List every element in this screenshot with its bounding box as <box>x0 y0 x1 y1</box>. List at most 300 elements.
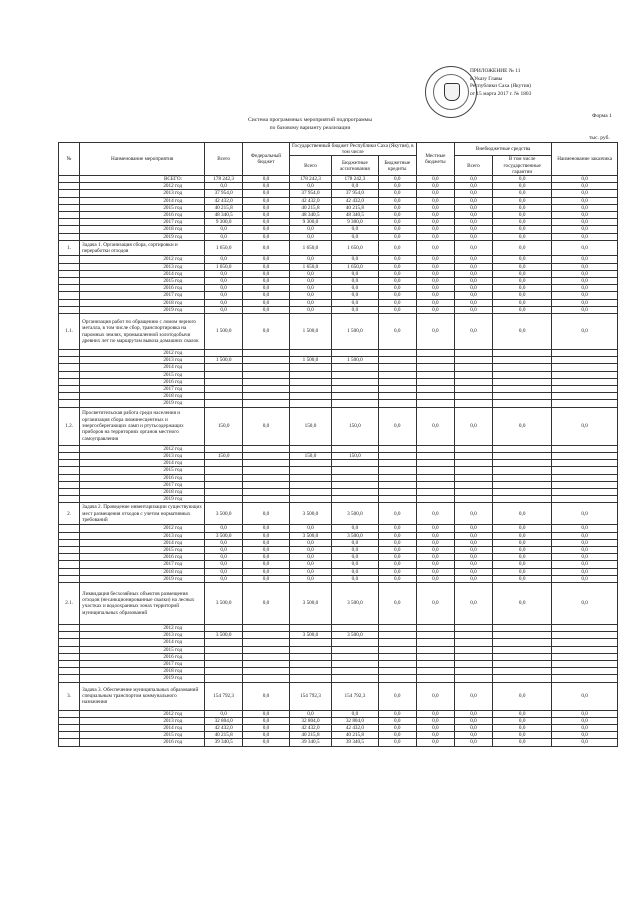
num-cell <box>59 226 80 233</box>
value-cell <box>454 668 492 675</box>
value-cell: 0,0 <box>289 270 331 277</box>
year-label: 2016 год <box>80 378 205 385</box>
value-cell: 0,0 <box>416 568 454 575</box>
value-cell <box>416 646 454 653</box>
value-cell: 0,0 <box>332 233 379 240</box>
table-body <box>59 176 618 747</box>
year-row <box>59 270 618 277</box>
num-cell <box>59 299 80 306</box>
value-cell <box>416 350 454 357</box>
value-cell <box>243 668 290 675</box>
value-cell <box>378 467 416 474</box>
header-extra-group: Внебюджетные средства <box>454 143 551 156</box>
value-cell <box>378 488 416 495</box>
value-cell <box>493 632 552 639</box>
value-cell: 0,0 <box>243 285 290 292</box>
value-cell: 0,0 <box>493 263 552 270</box>
value-cell <box>493 378 552 385</box>
year-label: ВСЕГО: <box>80 176 205 183</box>
value-cell: 40 215,8 <box>289 732 331 739</box>
value-cell: 0,0 <box>243 226 290 233</box>
year-label: 2019 год <box>80 675 205 682</box>
value-cell: 39 340,5 <box>289 739 331 746</box>
year-row <box>59 378 618 385</box>
value-cell <box>416 481 454 488</box>
emblem-icon <box>444 83 460 101</box>
value-cell <box>332 386 379 393</box>
value-cell <box>378 660 416 667</box>
value-cell: 0,0 <box>332 285 379 292</box>
value-cell: 0,0 <box>416 582 454 624</box>
value-cell <box>205 488 243 495</box>
value-cell <box>416 393 454 400</box>
value-cell: 42 432,0 <box>332 724 379 731</box>
value-cell <box>552 639 618 646</box>
year-label: 2012 год <box>80 624 205 631</box>
num-cell <box>59 467 80 474</box>
value-cell <box>332 371 379 378</box>
value-cell <box>243 496 290 503</box>
year-row <box>59 371 618 378</box>
year-label: 2014 год <box>80 724 205 731</box>
year-row <box>59 393 618 400</box>
value-cell: 0,0 <box>416 176 454 183</box>
num-cell <box>59 278 80 285</box>
value-cell: 0,0 <box>243 568 290 575</box>
value-cell: 0,0 <box>289 525 331 532</box>
value-cell <box>454 350 492 357</box>
value-cell <box>205 400 243 407</box>
value-cell <box>205 668 243 675</box>
title-line-1: Система программных мероприятий подпрограммы <box>248 117 372 123</box>
year-row <box>59 386 618 393</box>
task-number: 3. <box>59 682 80 710</box>
year-label: 2014 год <box>80 460 205 467</box>
year-label: 2018 год <box>80 488 205 495</box>
value-cell <box>289 646 331 653</box>
value-cell: 0,0 <box>552 190 618 197</box>
value-cell: 0,0 <box>289 575 331 582</box>
value-cell <box>454 481 492 488</box>
year-row <box>59 724 618 731</box>
value-cell: 0,0 <box>493 546 552 553</box>
value-cell: 0,0 <box>552 739 618 746</box>
value-cell: 9 300,0 <box>332 219 379 226</box>
num-cell <box>59 256 80 263</box>
value-cell <box>378 350 416 357</box>
year-label: 2019 год <box>80 306 205 313</box>
year-label: 2019 год <box>80 575 205 582</box>
value-cell: 0,0 <box>552 717 618 724</box>
value-cell <box>205 393 243 400</box>
year-row <box>59 568 618 575</box>
value-cell: 0,0 <box>493 176 552 183</box>
value-cell <box>332 364 379 371</box>
stamp-line: к Указу Главы <box>470 75 503 82</box>
value-cell <box>416 675 454 682</box>
value-cell: 0,0 <box>378 270 416 277</box>
value-cell <box>289 474 331 481</box>
value-cell: 0,0 <box>416 546 454 553</box>
value-cell: 0,0 <box>552 263 618 270</box>
value-cell <box>289 675 331 682</box>
year-row <box>59 539 618 546</box>
value-cell: 32 804,0 <box>289 717 331 724</box>
header-extra-total: Всего <box>454 156 492 176</box>
year-label: 2015 год <box>80 467 205 474</box>
value-cell: 0,0 <box>378 407 416 445</box>
year-label: 2015 год <box>80 646 205 653</box>
value-cell: 0,0 <box>289 226 331 233</box>
value-cell: 0,0 <box>289 285 331 292</box>
header-state-credit: Бюджетные кредиты <box>378 156 416 176</box>
year-row <box>59 299 618 306</box>
value-cell: 9 300,0 <box>289 219 331 226</box>
value-cell: 0,0 <box>552 233 618 240</box>
value-cell: 0,0 <box>493 717 552 724</box>
value-cell: 0,0 <box>289 278 331 285</box>
value-cell: 0,0 <box>416 263 454 270</box>
value-cell <box>454 364 492 371</box>
value-cell <box>378 474 416 481</box>
num-cell <box>59 204 80 211</box>
value-cell: 0,0 <box>416 285 454 292</box>
num-cell <box>59 212 80 219</box>
year-label: 2017 год <box>80 561 205 568</box>
value-cell <box>243 624 290 631</box>
value-cell <box>378 481 416 488</box>
value-cell <box>205 445 243 452</box>
value-cell: 1 650,0 <box>289 263 331 270</box>
value-cell: 0,0 <box>378 739 416 746</box>
value-cell: 37 954,0 <box>289 190 331 197</box>
task-description: Ликвидация бесхозяйных объектов размещения отходов (несанкционированные свалки) на лесных участках и водоохранных зонах территорий муниципальных образований <box>80 582 205 624</box>
value-cell: 0,0 <box>454 226 492 233</box>
value-cell <box>243 653 290 660</box>
year-row <box>59 474 618 481</box>
value-cell <box>552 445 618 452</box>
num-cell <box>59 568 80 575</box>
value-cell: 154 792,3 <box>205 682 243 710</box>
value-cell: 0,0 <box>493 226 552 233</box>
value-cell: 150,0 <box>289 407 331 445</box>
value-cell <box>332 488 379 495</box>
value-cell <box>243 646 290 653</box>
value-cell <box>552 660 618 667</box>
value-cell: 0,0 <box>552 554 618 561</box>
value-cell: 0,0 <box>454 554 492 561</box>
value-cell: 0,0 <box>205 256 243 263</box>
num-cell <box>59 554 80 561</box>
value-cell: 0,0 <box>552 575 618 582</box>
value-cell: 0,0 <box>416 278 454 285</box>
value-cell <box>454 371 492 378</box>
value-cell: 42 432,0 <box>289 197 331 204</box>
num-cell <box>59 452 80 459</box>
value-cell <box>243 481 290 488</box>
year-label: 2016 год <box>80 554 205 561</box>
value-cell: 0,0 <box>332 539 379 546</box>
value-cell: 0,0 <box>416 561 454 568</box>
value-cell: 0,0 <box>332 226 379 233</box>
value-cell: 0,0 <box>243 176 290 183</box>
value-cell: 0,0 <box>454 682 492 710</box>
value-cell: 0,0 <box>493 682 552 710</box>
value-cell <box>332 675 379 682</box>
value-cell: 0,0 <box>454 568 492 575</box>
value-cell <box>243 660 290 667</box>
value-cell <box>289 653 331 660</box>
header-local: Местные бюджеты <box>416 143 454 176</box>
task-row <box>59 240 618 256</box>
value-cell <box>332 467 379 474</box>
value-cell: 150,0 <box>205 452 243 459</box>
value-cell: 0,0 <box>332 299 379 306</box>
value-cell: 0,0 <box>243 682 290 710</box>
num-cell <box>59 481 80 488</box>
value-cell: 0,0 <box>493 503 552 525</box>
year-label: 2019 год <box>80 233 205 240</box>
num-cell <box>59 532 80 539</box>
num-cell <box>59 575 80 582</box>
value-cell: 0,0 <box>243 219 290 226</box>
year-label: 2013 год <box>80 717 205 724</box>
year-label: 2012 год <box>80 525 205 532</box>
value-cell: 0,0 <box>416 306 454 313</box>
num-cell <box>59 263 80 270</box>
value-cell <box>416 474 454 481</box>
value-cell <box>454 653 492 660</box>
num-cell <box>59 546 80 553</box>
value-cell <box>243 357 290 364</box>
value-cell <box>493 393 552 400</box>
value-cell: 1 500,0 <box>205 314 243 350</box>
value-cell: 0,0 <box>289 299 331 306</box>
value-cell: 178 242,3 <box>332 176 379 183</box>
task-description: Задача 2. Проведение инвентаризации существующих мест размещения отходов с учетом нормативных требований <box>80 503 205 525</box>
year-label: 2019 год <box>80 400 205 407</box>
value-cell: 0,0 <box>552 226 618 233</box>
value-cell <box>378 639 416 646</box>
value-cell: 0,0 <box>416 575 454 582</box>
value-cell: 0,0 <box>454 263 492 270</box>
value-cell <box>205 467 243 474</box>
value-cell: 0,0 <box>493 233 552 240</box>
task-number: 1. <box>59 240 80 256</box>
value-cell <box>454 646 492 653</box>
value-cell <box>416 452 454 459</box>
value-cell <box>243 488 290 495</box>
value-cell <box>416 371 454 378</box>
value-cell: 0,0 <box>243 724 290 731</box>
value-cell <box>493 660 552 667</box>
value-cell: 39 340,5 <box>332 739 379 746</box>
value-cell: 0,0 <box>378 575 416 582</box>
value-cell <box>378 371 416 378</box>
value-cell: 0,0 <box>205 710 243 717</box>
value-cell: 0,0 <box>493 212 552 219</box>
year-label: 2012 год <box>80 710 205 717</box>
year-label: 2016 год <box>80 285 205 292</box>
value-cell: 150,0 <box>289 452 331 459</box>
value-cell: 39 340,5 <box>205 739 243 746</box>
value-cell: 1 500,0 <box>205 357 243 364</box>
num-cell <box>59 539 80 546</box>
value-cell: 0,0 <box>552 285 618 292</box>
year-row <box>59 525 618 532</box>
value-cell: 0,0 <box>493 256 552 263</box>
num-cell <box>59 357 80 364</box>
value-cell: 0,0 <box>416 732 454 739</box>
task-number: 1.2. <box>59 407 80 445</box>
value-cell: 0,0 <box>552 539 618 546</box>
value-cell: 0,0 <box>493 285 552 292</box>
header-state-group: Государственный бюджет Республики Саха (Якутия), в том числе <box>289 143 416 156</box>
value-cell <box>289 660 331 667</box>
value-cell: 0,0 <box>243 732 290 739</box>
value-cell <box>552 364 618 371</box>
value-cell: 0,0 <box>416 270 454 277</box>
value-cell <box>454 378 492 385</box>
value-cell: 0,0 <box>416 554 454 561</box>
value-cell <box>454 496 492 503</box>
year-row <box>59 445 618 452</box>
value-cell: 0,0 <box>243 710 290 717</box>
value-cell: 0,0 <box>332 525 379 532</box>
value-cell: 0,0 <box>378 561 416 568</box>
value-cell: 0,0 <box>332 575 379 582</box>
num-cell <box>59 488 80 495</box>
stamp-line: ПРИЛОЖЕНИЕ № 11 <box>470 68 521 74</box>
num-cell <box>59 190 80 197</box>
value-cell <box>332 646 379 653</box>
value-cell: 0,0 <box>332 568 379 575</box>
year-row <box>59 176 618 183</box>
year-row <box>59 467 618 474</box>
value-cell <box>205 653 243 660</box>
value-cell <box>493 460 552 467</box>
value-cell: 0,0 <box>332 554 379 561</box>
num-cell <box>59 525 80 532</box>
header-name: Наименование мероприятия <box>80 143 205 176</box>
value-cell <box>493 496 552 503</box>
value-cell <box>378 357 416 364</box>
value-cell: 0,0 <box>378 314 416 350</box>
value-cell: 1 650,0 <box>332 240 379 256</box>
value-cell <box>243 675 290 682</box>
value-cell: 0,0 <box>454 278 492 285</box>
value-cell: 40 215,8 <box>332 732 379 739</box>
value-cell: 150,0 <box>332 407 379 445</box>
value-cell <box>243 639 290 646</box>
value-cell <box>378 393 416 400</box>
num-cell <box>59 710 80 717</box>
value-cell: 0,0 <box>416 724 454 731</box>
value-cell: 0,0 <box>454 717 492 724</box>
value-cell: 0,0 <box>378 197 416 204</box>
value-cell <box>205 378 243 385</box>
value-cell: 0,0 <box>552 582 618 624</box>
num-cell <box>59 460 80 467</box>
num-cell <box>59 646 80 653</box>
value-cell <box>454 452 492 459</box>
value-cell: 0,0 <box>378 285 416 292</box>
num-cell <box>59 400 80 407</box>
value-cell: 0,0 <box>416 197 454 204</box>
value-cell <box>289 393 331 400</box>
value-cell: 0,0 <box>416 682 454 710</box>
task-number: 2. <box>59 503 80 525</box>
value-cell: 0,0 <box>493 407 552 445</box>
num-cell <box>59 183 80 190</box>
value-cell <box>454 460 492 467</box>
value-cell: 40 215,8 <box>289 204 331 211</box>
value-cell: 0,0 <box>493 190 552 197</box>
value-cell <box>454 660 492 667</box>
year-label: 2016 год <box>80 653 205 660</box>
value-cell: 0,0 <box>378 240 416 256</box>
value-cell: 0,0 <box>552 197 618 204</box>
year-label: 2012 год <box>80 350 205 357</box>
value-cell: 0,0 <box>416 717 454 724</box>
year-row <box>59 532 618 539</box>
value-cell: 0,0 <box>454 219 492 226</box>
value-cell <box>378 378 416 385</box>
value-cell: 0,0 <box>454 532 492 539</box>
value-cell: 0,0 <box>205 183 243 190</box>
value-cell: 0,0 <box>416 525 454 532</box>
value-cell: 0,0 <box>454 190 492 197</box>
value-cell: 0,0 <box>243 306 290 313</box>
value-cell <box>378 445 416 452</box>
year-label: 2012 год <box>80 256 205 263</box>
value-cell: 1 650,0 <box>289 240 331 256</box>
value-cell: 0,0 <box>454 710 492 717</box>
value-cell: 0,0 <box>454 575 492 582</box>
num-cell <box>59 393 80 400</box>
value-cell: 3 500,0 <box>289 532 331 539</box>
value-cell <box>454 624 492 631</box>
value-cell: 0,0 <box>454 546 492 553</box>
value-cell: 0,0 <box>205 270 243 277</box>
value-cell: 0,0 <box>454 503 492 525</box>
value-cell: 0,0 <box>243 204 290 211</box>
year-row <box>59 226 618 233</box>
value-cell <box>289 668 331 675</box>
num-cell <box>59 364 80 371</box>
value-cell: 0,0 <box>243 299 290 306</box>
year-label: 2015 год <box>80 732 205 739</box>
value-cell: 0,0 <box>454 732 492 739</box>
value-cell: 0,0 <box>416 212 454 219</box>
year-label: 2016 год <box>80 474 205 481</box>
value-cell <box>243 400 290 407</box>
value-cell: 0,0 <box>378 263 416 270</box>
value-cell: 0,0 <box>454 724 492 731</box>
value-cell: 0,0 <box>454 285 492 292</box>
year-row <box>59 364 618 371</box>
value-cell <box>493 646 552 653</box>
year-row <box>59 732 618 739</box>
value-cell: 0,0 <box>243 212 290 219</box>
value-cell: 3 500,0 <box>289 632 331 639</box>
value-cell <box>205 371 243 378</box>
num-cell <box>59 675 80 682</box>
num-cell <box>59 653 80 660</box>
value-cell: 0,0 <box>454 561 492 568</box>
value-cell: 0,0 <box>454 539 492 546</box>
value-cell <box>205 364 243 371</box>
